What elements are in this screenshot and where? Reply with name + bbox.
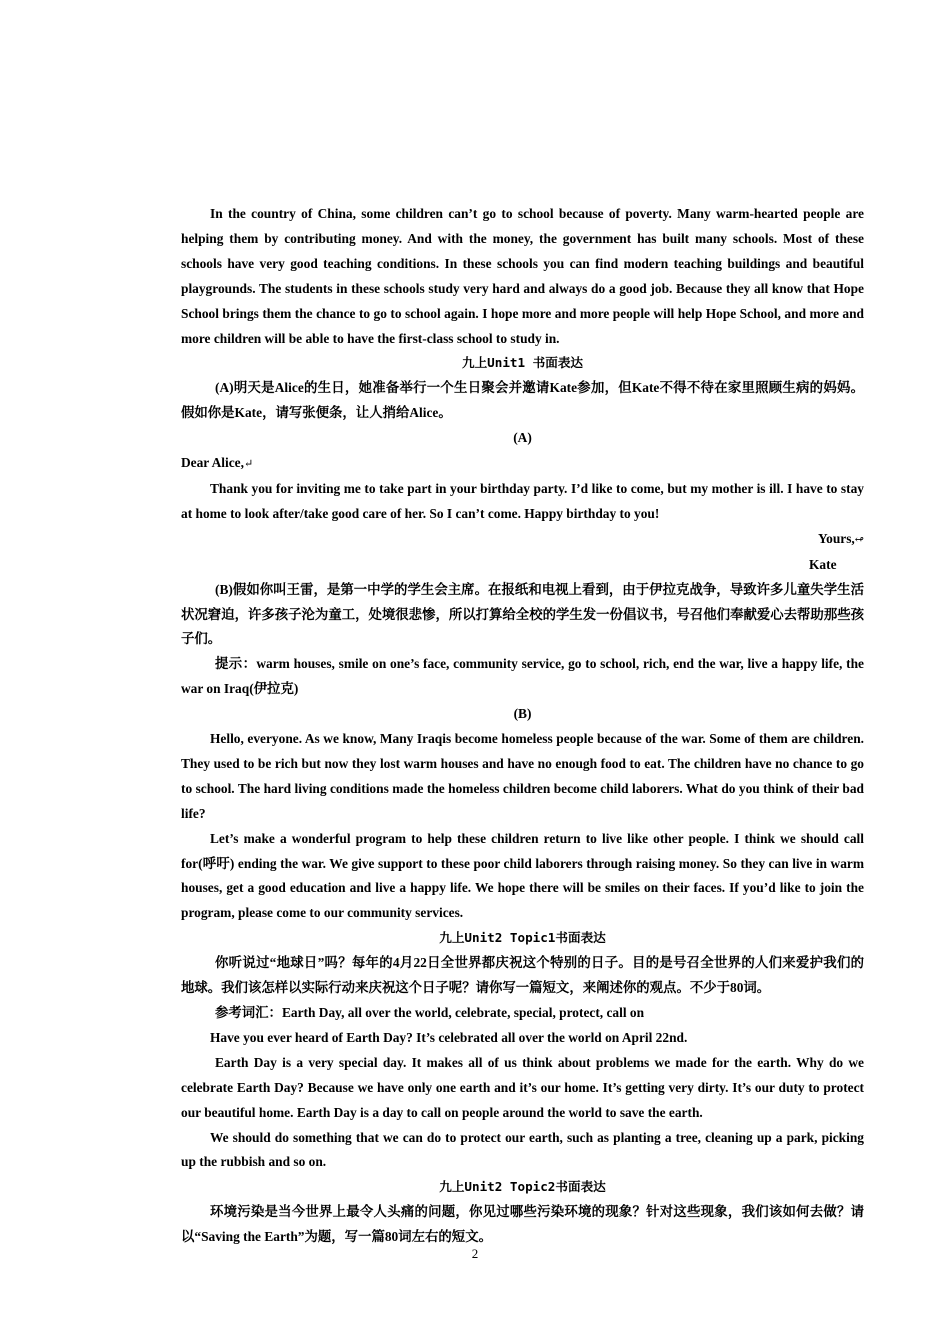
task-a-prompt: (A)明天是Alice的生日，她准备举行一个生日聚会并邀请Kate参加，但Kate不得不待在家里照顾生病的妈妈。假如你是Kate，请写张便条，让人捎给Alice。 <box>181 380 864 421</box>
vocabulary-hint: 参考词汇：Earth Day, all over the world, celebrate, special, protect, call on <box>215 1005 645 1020</box>
paragraph-b1: Hello, everyone. As we know, Many Iraqis become homeless people because of the war. Some of them are children. They used to be rich but now they lost warm houses and have no enough food to eat. The children have no chance to go to school. The hard living conditions made the homeless children become child laborers. What do you think of their bad life? <box>181 731 864 821</box>
task-b-prompt: (B)假如你叫王雷，是第一中学的学生会主席。在报纸和电视上看到，由于伊拉克战争，导致许多儿童失学生活状况窘迫，许多孩子沦为童工，处境很悲惨，所以打算给全校的学生发一份倡议书，号召他们奉献爱心去帮助那些孩子们。 <box>181 581 864 647</box>
return-mark-icon-2: ↫ <box>854 533 864 546</box>
paragraph-b2: Let’s make a wonderful program to help these children return to live like other people. I think we should call for(呼吁) ending the war. We give support to these poor child laborers through raising money. So they can live in warm houses, get a good education and live a happy life. We hope there will be smiles on their faces. If you’d like to join the program, please come to our community services. <box>181 830 864 921</box>
salutation <box>181 451 864 477</box>
label-b: (B) <box>513 706 532 722</box>
paragraph-e2: Earth Day is a very special day. It makes all of us think about problems we made for the earth. Why do we celebrate Earth Day? Because we have only one earth and it’s our home. It’s getting very dirty. It’s our duty to protect our beautiful home. Earth Day is a day to call on people around the world to save the earth. <box>181 1054 864 1120</box>
closing-text: Yours, <box>817 530 855 546</box>
closing <box>181 527 864 553</box>
note-a-body: Thank you for inviting me to take part in your birthday party. I’d like to come, but my mother is ill. I have to stay at home to look after/take good care of her. So I can’t come. Happy birthday to you! <box>181 480 864 521</box>
section-heading-unit1: 九上Unit1 书面表达 <box>461 355 584 371</box>
section-heading-unit2-topic1: 九上Unit2 Topic1书面表达 <box>439 930 606 946</box>
return-mark-icon: ↵ <box>243 458 254 471</box>
task-pollution-prompt: 环境污染是当今世界上最令人头痛的问题，你见过哪些污染环境的现象？针对这些现象，我们该如何去做？请以“Saving the Earth”为题，写一篇80词左右的短文。 <box>181 1204 864 1245</box>
page-number: 2 <box>471 1246 479 1261</box>
paragraph-e3: We should do something that we can do to protect our earth, such as planting a tree, cleaning up a park, picking up the rubbish and so on. <box>181 1129 864 1170</box>
label-a: (A) <box>513 430 532 446</box>
section-heading-unit2-topic2: 九上Unit2 Topic2书面表达 <box>439 1179 606 1195</box>
signature: Kate <box>809 556 837 572</box>
task-b-hint: 提示：warm houses, smile on one’s face, community service, go to school, rich, end the war, live a happy life, the war on Iraq(伊拉克) <box>181 656 864 697</box>
paragraph-e1: Have you ever heard of Earth Day? It’s celebrated all over the world on April 22nd. <box>210 1029 688 1045</box>
paragraph-hope-school: In the country of China, some children can’t go to school because of poverty. Many warm-hearted people are helping them by contributing money. And with the money, the government has built many schools. Most of these schools have very good teaching conditions. In these schools you can find modern teaching buildings and beautiful playgrounds. The students in these schools study very hard and always do a good job. Because they all know that Hope School brings them the chance to go to school again. I hope more and more people will help Hope School, and more and more children will be able to have the first-class school to study in. <box>181 206 864 346</box>
salutation-text: Dear Alice, <box>181 455 244 471</box>
document-body <box>181 202 864 1250</box>
task-earth-day-prompt: 你听说过“地球日”吗？每年的4月22日全世界都庆祝这个特别的日子。目的是号召全世界的人们来爱护我们的地球。我们该怎样以实际行动来庆祝这个日子呢？请你写一篇短文，来阐述你的观点。不少于80词。 <box>181 955 864 996</box>
